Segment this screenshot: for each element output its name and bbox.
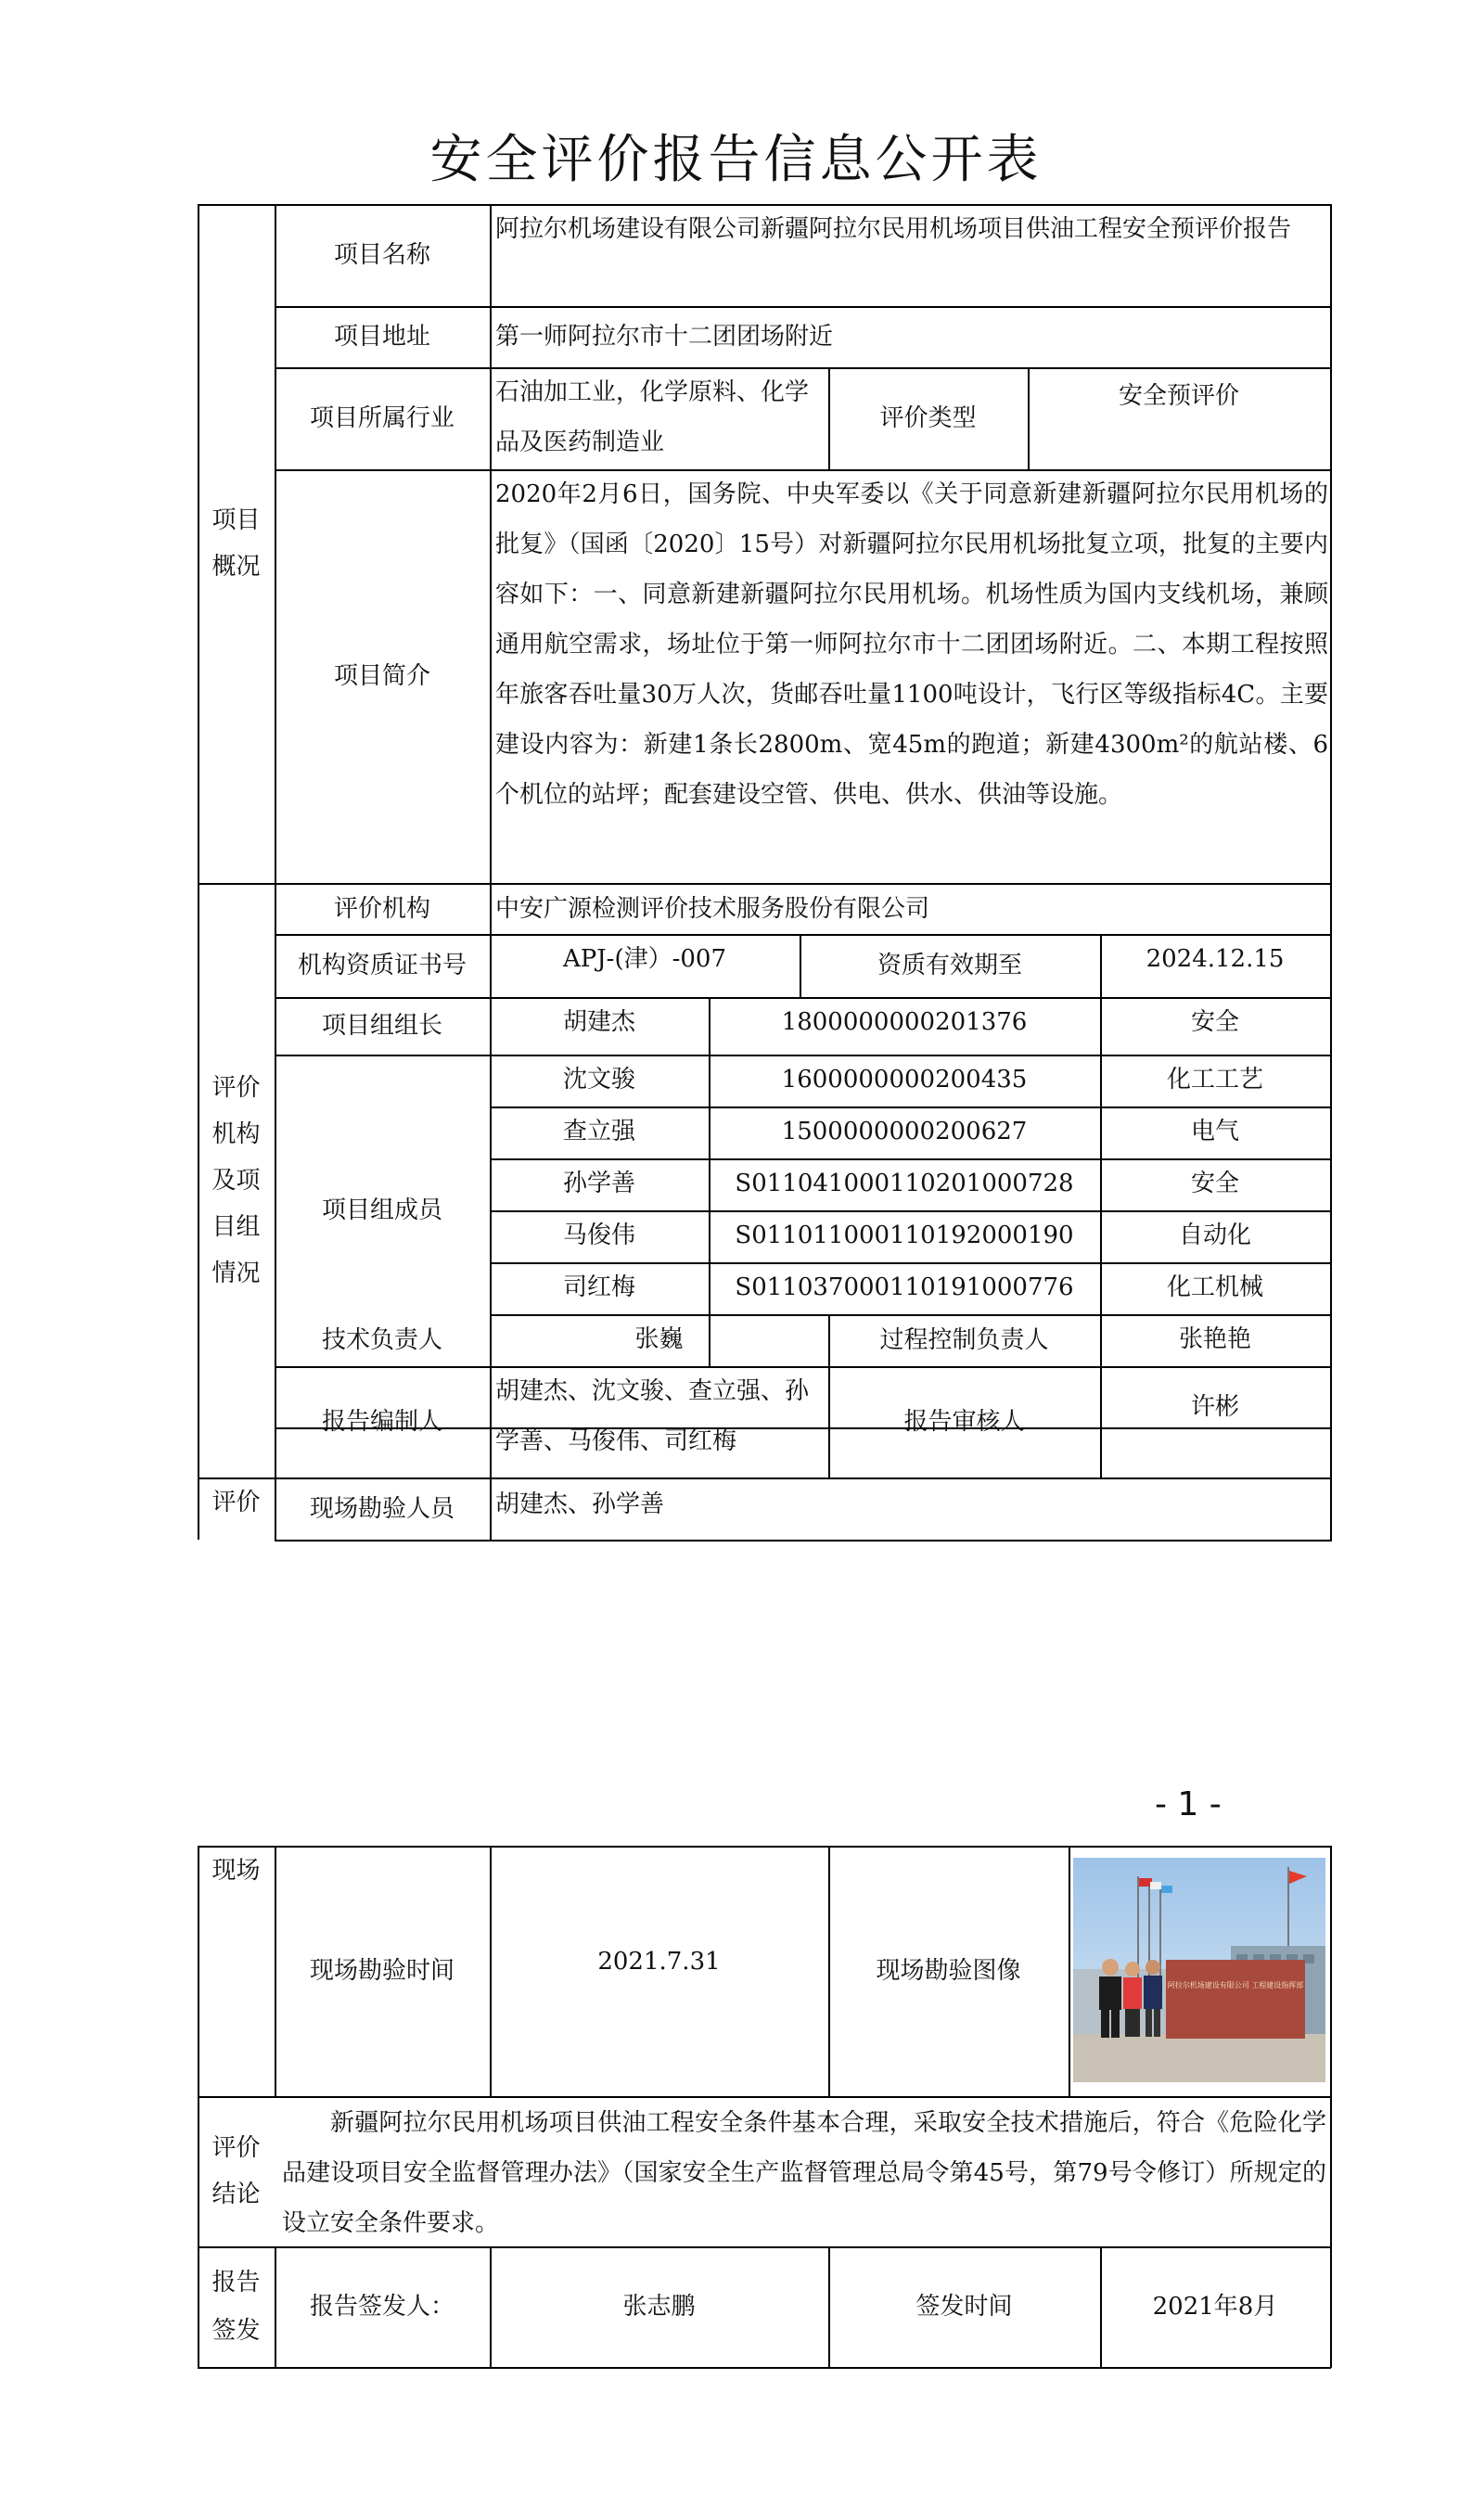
leader-field: 安全	[1190, 1008, 1239, 1036]
survey-time: 2021.7.31	[597, 1948, 721, 1976]
eval-type: 安全预评价	[1118, 382, 1239, 410]
site-survey-photo	[1073, 1858, 1325, 2082]
member-name: 司红梅	[562, 1273, 635, 1301]
sign-date-label: 签发时间	[915, 2293, 1013, 2321]
valid-label: 资质有效期至	[877, 952, 1022, 979]
address-label: 项目地址	[333, 323, 430, 351]
member-id: 1500000000200627	[781, 1118, 1028, 1145]
member-field: 化工机械	[1166, 1273, 1263, 1301]
member-id: 1600000000200435	[781, 1066, 1028, 1094]
member-id: S011011000110192000190	[735, 1222, 1074, 1249]
author-label: 报告编制人	[321, 1408, 442, 1436]
leader-label: 项目组组长	[321, 1012, 442, 1040]
member-name: 马俊伟	[562, 1222, 635, 1249]
section-label-eval: 评价	[211, 1489, 261, 1516]
valid-until: 2024.12.15	[1146, 945, 1285, 973]
survey-time-label: 现场勘验时间	[309, 1957, 454, 1985]
member-field: 电气	[1190, 1118, 1239, 1145]
industry: 石油加工业，化学原料、化学品及医药制造业	[495, 378, 810, 456]
member-name: 查立强	[562, 1118, 635, 1145]
process-label: 过程控制负责人	[879, 1326, 1049, 1354]
survey-image-label: 现场勘验图像	[876, 1957, 1021, 1985]
section-label-site: 现场	[211, 1857, 261, 1885]
sign-text: 阿拉尔机场建设有限公司 工程建设指挥部	[1167, 1981, 1304, 1989]
signer-label: 报告签发人：	[309, 2293, 454, 2321]
section-label-org: 评价 机构 及项 目组 情况	[211, 1073, 261, 1287]
section-label-conclusion: 评价 结论	[211, 2134, 261, 2208]
eval-type-label: 评价类型	[879, 404, 977, 432]
tech-lead: 张巍	[634, 1325, 684, 1353]
eval-org: 中安广源检测评价技术服务股份有限公司	[495, 894, 930, 923]
cert-number: APJ-(津）-007	[562, 945, 727, 973]
section-label-overview: 项目 概况	[211, 506, 261, 581]
page-number: - 1 -	[1155, 1785, 1222, 1823]
conclusion-text: 新疆阿拉尔民用机场项目供油工程安全条件基本合理，采取安全技术措施后，符合《危险化学品建设项目安全监督管理办法》（国家安全生产监督管理总局令第45号，第79号令修订）所规定的设立安全条件要求。	[282, 2109, 1326, 2237]
project-name: 阿拉尔机场建设有限公司新疆阿拉尔民用机场项目供油工程安全预评价报告	[495, 215, 1292, 243]
project-name-label: 项目名称	[333, 241, 430, 269]
member-name: 沈文骏	[562, 1066, 635, 1094]
process-lead: 张艳艳	[1178, 1325, 1251, 1353]
intro-label: 项目简介	[333, 662, 430, 690]
member-field: 安全	[1190, 1170, 1239, 1197]
member-name: 孙学善	[562, 1170, 635, 1197]
reviewer-label: 报告审核人	[903, 1408, 1025, 1436]
members-label: 项目组成员	[321, 1196, 442, 1224]
org-label: 评价机构	[333, 894, 430, 923]
leader-id: 1800000000201376	[781, 1008, 1028, 1036]
member-field: 化工工艺	[1166, 1066, 1263, 1094]
leader-name: 胡建杰	[562, 1008, 635, 1036]
member-id: S011041000110201000728	[735, 1170, 1074, 1197]
member-field: 自动化	[1178, 1222, 1251, 1249]
project-address: 第一师阿拉尔市十二团团场附近	[495, 323, 834, 351]
reviewer: 许彬	[1190, 1393, 1239, 1421]
industry-label: 项目所属行业	[309, 404, 454, 432]
tech-label: 技术负责人	[321, 1326, 442, 1354]
sign-date: 2021年8月	[1152, 2293, 1278, 2321]
report-authors: 胡建杰、沈文骏、查立强、孙学善、马俊伟、司红梅	[495, 1377, 810, 1455]
member-id: S011037000110191000776	[735, 1273, 1074, 1301]
survey-people-label: 现场勘验人员	[309, 1494, 454, 1523]
survey-people: 胡建杰、孙学善	[495, 1490, 665, 1518]
project-intro: 2020年2月6日，国务院、中央军委以《关于同意新建新疆阿拉尔民用机场的批复》（国函〔2020〕15号）对新疆阿拉尔民用机场批复立项，批复的主要内容如下：一、同意新建新疆阿拉尔民用机场。机场性质为国内支线机场，兼顾通用航空需求，场址位于第一师阿拉尔市十二团团场附近。二、本期工程按照年旅客吞吐量30万人次，货邮吞吐量1100吨设计，飞行区等级指标4C。主要建设内容为：新建1条长2800m、宽45m的跑道；新建4300m²的航站楼、6个机位的站坪；配套建设空管、供电、供水、供油等设施。	[495, 480, 1328, 809]
signer: 张志鹏	[622, 2293, 696, 2321]
section-label-signoff: 报告 签发	[211, 2269, 261, 2345]
page-title: 安全评价报告信息公开表	[429, 130, 1043, 190]
cert-label: 机构资质证书号	[297, 952, 467, 979]
